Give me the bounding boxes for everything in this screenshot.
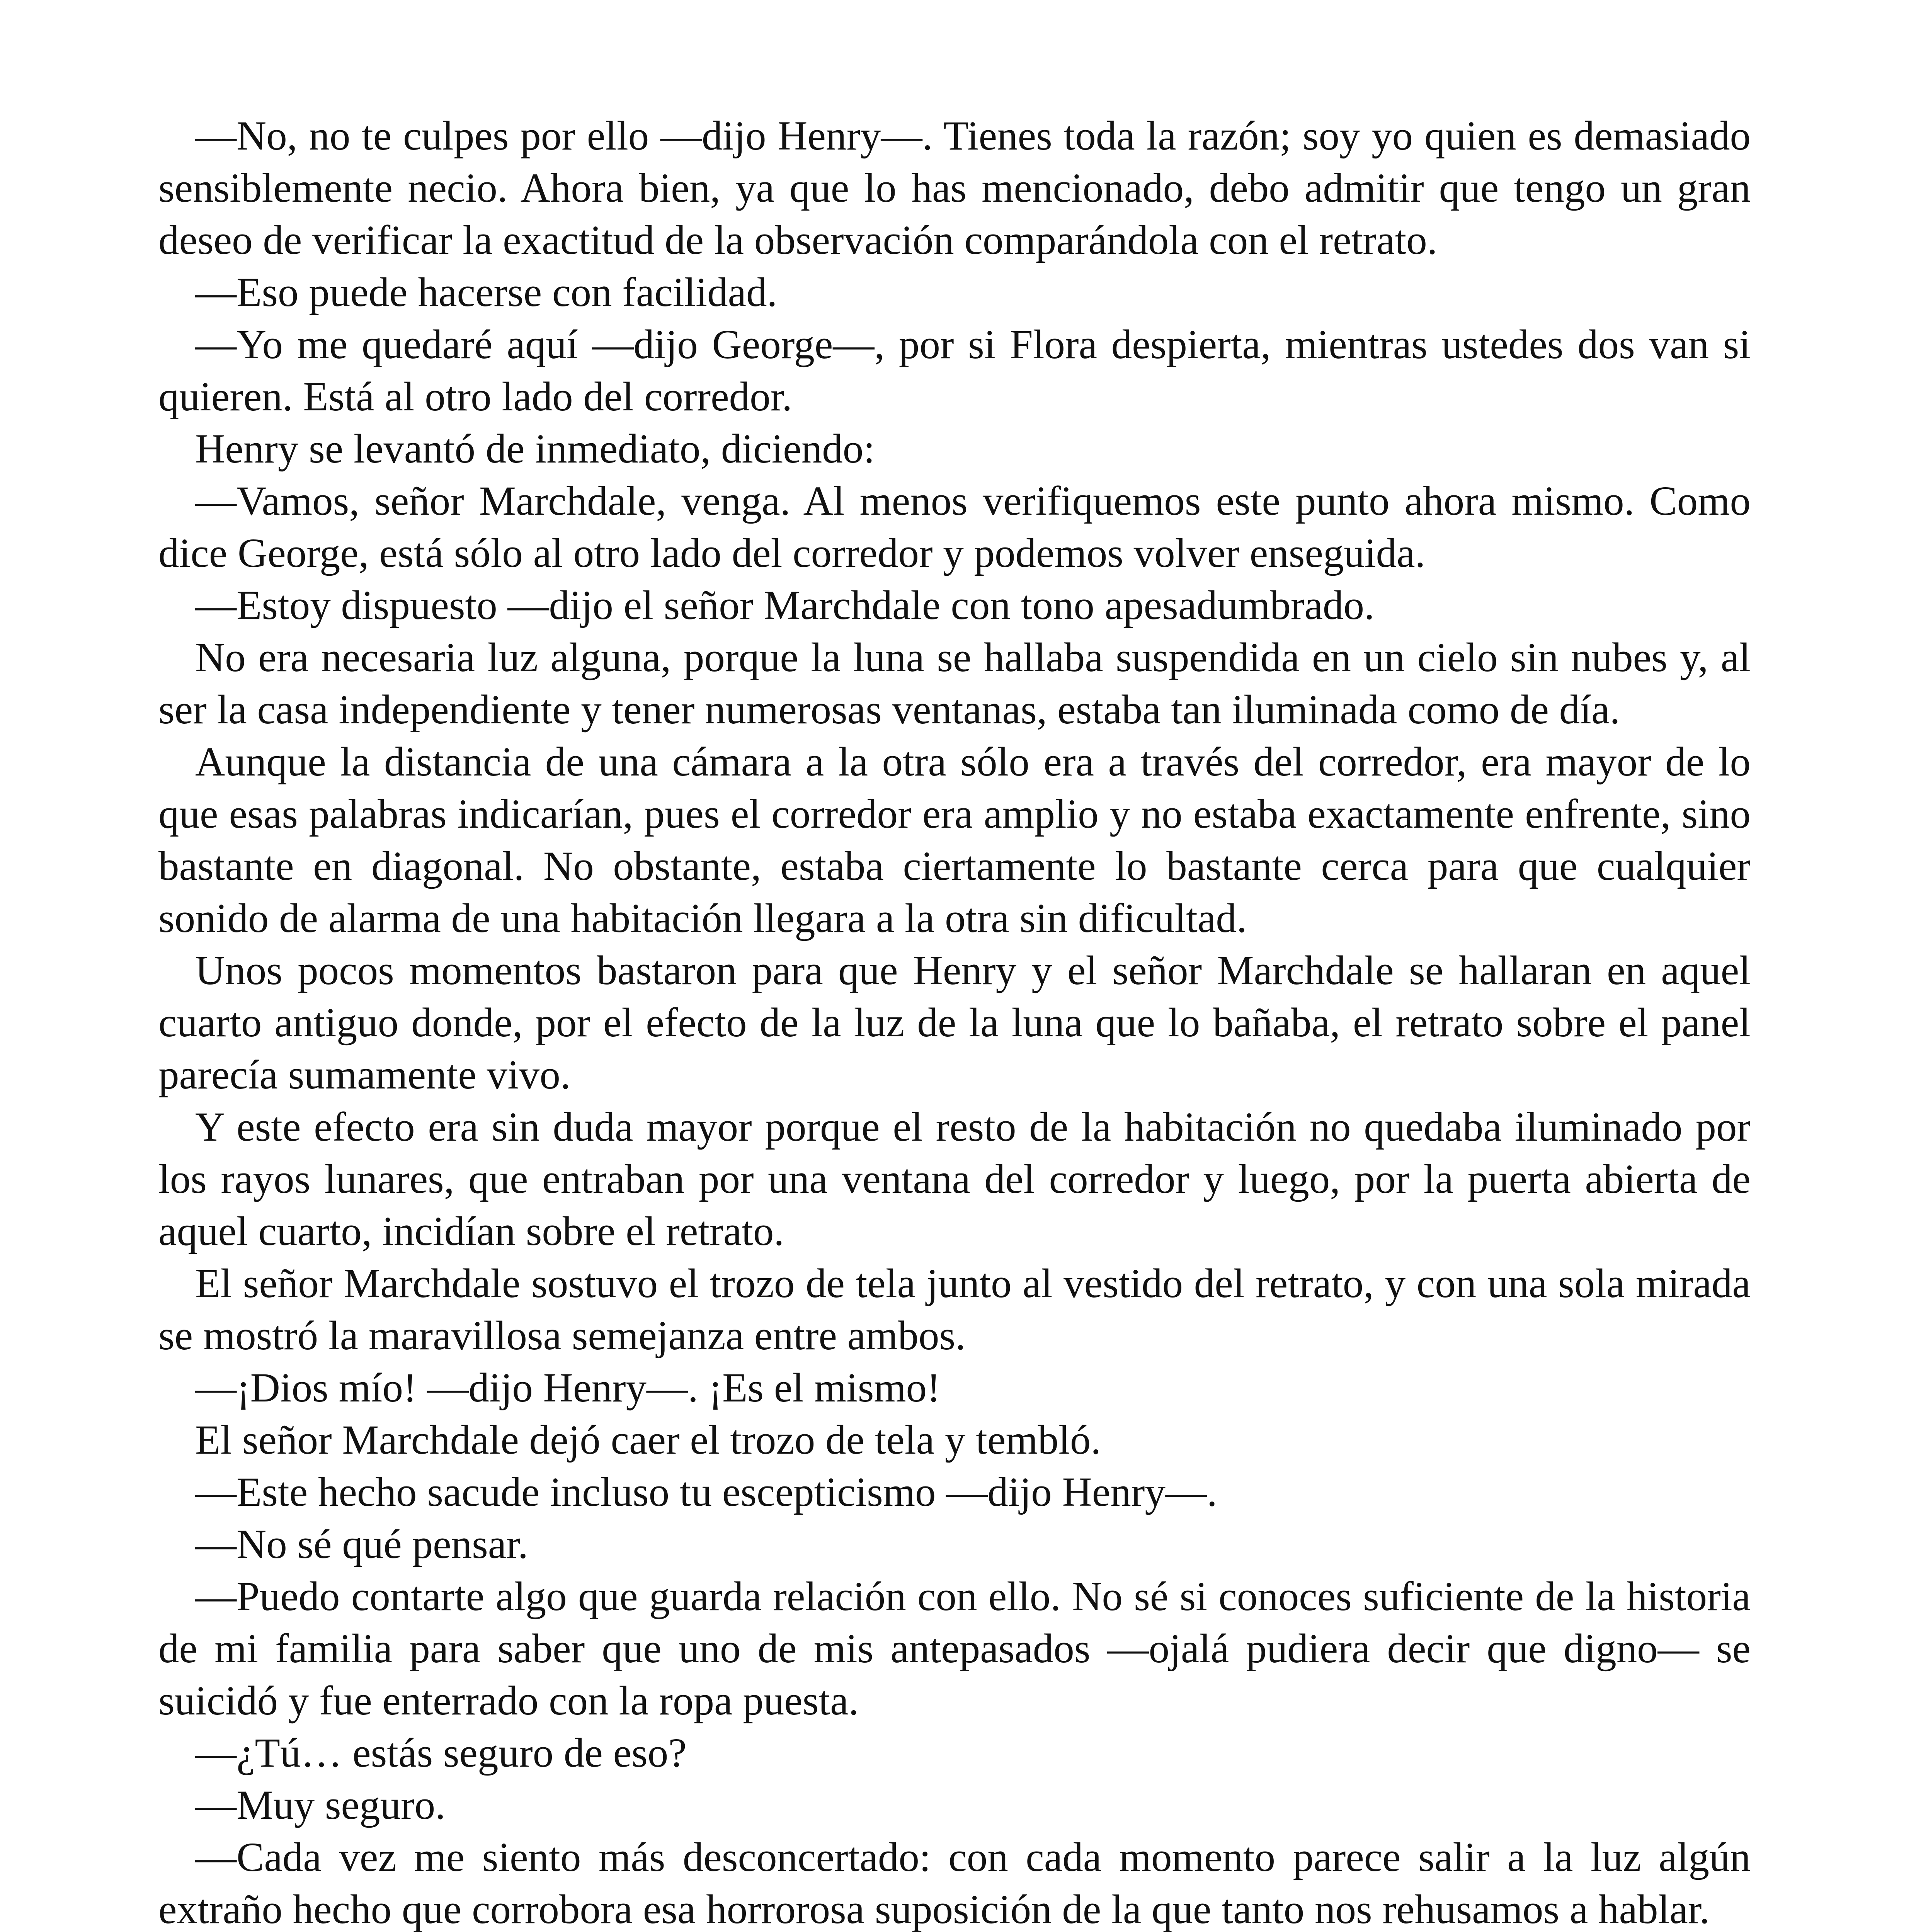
paragraph: Aunque la distancia de una cámara a la otra sólo era a través del corredor, era mayor de lo que esas palabras indicarían, pues el corredor era amplio y no estaba exactamente enfrente, sino bastante en diagonal. No obstante, estaba ciertamente lo bastante cerca para que cualquier sonido de alarma de una habitación llegara a la otra sin dificultad. [158, 739, 1751, 941]
paragraph: —¿Tú… estás seguro de eso? [195, 1730, 687, 1776]
paragraph: —No, no te culpes por ello —dijo Henry—. Tienes toda la razón; soy yo quien es demasiado sensiblemente necio. Ahora bien, ya que lo has mencionado, debo admitir que tengo un gran deseo de verificar la exactitud de la observación comparándola con el retrato. [158, 113, 1751, 263]
paragraph: —Yo me quedaré aquí —dijo George—, por si Flora despierta, mientras ustedes dos van si quieren. Está al otro lado del corredor. [158, 322, 1751, 420]
paragraph: El señor Marchdale dejó caer el trozo de tela y tembló. [195, 1417, 1101, 1463]
paragraph: —Muy seguro. [195, 1782, 446, 1828]
paragraph: No era necesaria luz alguna, porque la luna se hallaba suspendida en un cielo sin nubes y, al ser la casa independiente y tener numerosas ventanas, estaba tan iluminada como de día. [158, 635, 1751, 733]
paragraph: —Cada vez me siento más desconcertado: con cada momento parece salir a la luz algún extraño hecho que corrobora esa horrorosa suposición de la que tanto nos rehusamos a hablar. [158, 1835, 1751, 1932]
paragraph: El señor Marchdale sostuvo el trozo de tela junto al vestido del retrato, y con una sola mirada se mostró la maravillosa semejanza entre ambos. [158, 1261, 1751, 1359]
paragraph: —Estoy dispuesto —dijo el señor Marchdale con tono apesadumbrado. [195, 583, 1375, 628]
paragraph: —Puedo contarte algo que guarda relación con ello. No sé si conoces suficiente de la historia de mi familia para saber que uno de mis antepasados —ojalá pudiera decir que digno— se suicidó y fue enterrado con la ropa puesta. [158, 1574, 1751, 1724]
paragraph: —Eso puede hacerse con facilidad. [195, 270, 778, 315]
paragraph: Unos pocos momentos bastaron para que Henry y el señor Marchdale se hallaran en aquel cuarto antiguo donde, por el efecto de la luz de la luna que lo bañaba, el retrato sobre el panel parecía sumamente vivo. [158, 948, 1751, 1098]
paragraph: —Este hecho sacude incluso tu escepticismo —dijo Henry—. [195, 1469, 1217, 1515]
paragraph: —¡Dios mío! —dijo Henry—. ¡Es el mismo! [195, 1365, 941, 1411]
paragraph: Henry se levantó de inmediato, diciendo: [195, 426, 875, 472]
paragraph: Y este efecto era sin duda mayor porque el resto de la habitación no quedaba iluminado por los rayos lunares, que entraban por una ventana del corredor y luego, por la puerta abierta de aquel cuarto, incidían sobre el retrato. [158, 1104, 1751, 1254]
page-body [158, 110, 1751, 1932]
paragraph: —Vamos, señor Marchdale, venga. Al menos verifiquemos este punto ahora mismo. Como dice George, está sólo al otro lado del corredor y podemos volver enseguida. [158, 478, 1751, 576]
paragraph: —No sé qué pensar. [195, 1522, 528, 1567]
